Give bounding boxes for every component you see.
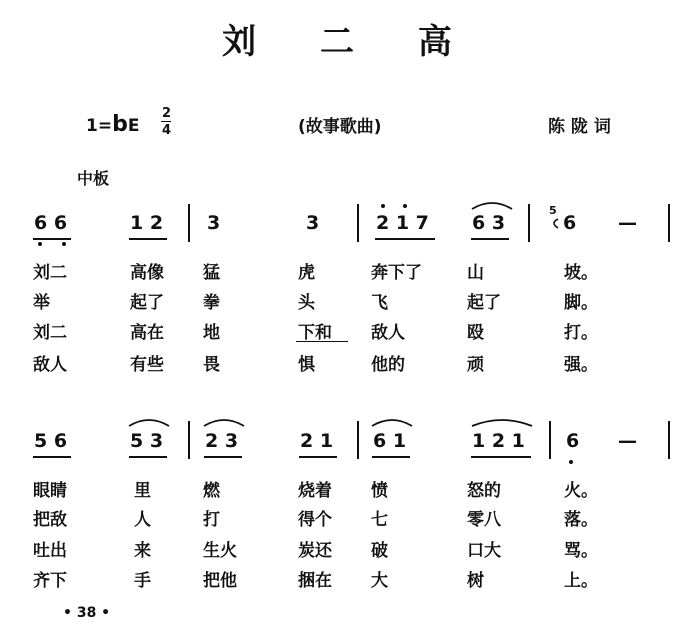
time-signature-line — [161, 121, 171, 122]
lyric-word: 人 — [134, 510, 151, 530]
note-group: 2 1 — [300, 430, 334, 452]
note-group: 6 1 — [373, 430, 407, 452]
note-group: 3 — [207, 212, 221, 234]
lyric-word: 有些 — [130, 355, 164, 375]
lyric-word: 畏 — [203, 355, 220, 375]
grace-note: 5 — [549, 204, 557, 217]
lyric-word: 里 — [134, 481, 151, 501]
lyric-word: 打。 — [564, 323, 598, 343]
lyric-word: 山 — [467, 263, 484, 283]
song-title: 刘 二 高 — [222, 22, 478, 62]
lyric-word: 燃 — [203, 481, 220, 501]
note-group: 1 2 1 — [472, 430, 525, 452]
beat-underline — [299, 456, 337, 458]
lyric-word: 骂。 — [564, 541, 598, 561]
lyric-word: 敌人 — [33, 355, 67, 375]
lyric-word: 把他 — [203, 571, 237, 591]
lyric-word: 地 — [203, 323, 220, 343]
note-group: 2 3 — [205, 430, 239, 452]
lyric-word: 打 — [203, 510, 220, 530]
low-octave-dot — [569, 460, 573, 464]
sustain-dash: — — [618, 212, 637, 234]
lyric-word: 手 — [134, 571, 151, 591]
beat-underline — [33, 456, 71, 458]
lyric-word: 齐下 — [33, 571, 67, 591]
bar-line — [668, 204, 670, 242]
lyric-word: 脚。 — [564, 293, 598, 313]
lyric-word: 树 — [467, 571, 484, 591]
page-number: • 38 • — [63, 605, 111, 621]
beat-underline — [471, 456, 531, 458]
lyric-word: 烧着 — [298, 481, 332, 501]
lyric-word: 刘二 — [33, 263, 67, 283]
lyric-word: 怒的 — [467, 481, 501, 501]
bar-line — [528, 204, 530, 242]
bar-line — [357, 204, 359, 242]
note-group: 2 1 7 — [376, 212, 429, 234]
key-signature — [86, 112, 139, 137]
tempo-marking: 中板 — [77, 169, 110, 188]
beat-underline — [129, 238, 167, 240]
slur-arc — [370, 416, 414, 428]
lyric-word: 敌人 — [371, 323, 405, 343]
note-group: 1 2 — [130, 212, 164, 234]
lyric-word: 下和 — [298, 323, 332, 343]
lyric-word: 顽 — [467, 355, 484, 375]
beat-underline — [372, 456, 410, 458]
beat-underline — [375, 238, 435, 240]
lyric-word: 奔下了 — [371, 263, 422, 283]
beat-underline — [204, 456, 242, 458]
lyric-word: 惧 — [298, 355, 315, 375]
lyric-word: 头 — [298, 293, 315, 313]
lyric-word: 七 — [371, 510, 388, 530]
lyric-word: 刘二 — [33, 323, 67, 343]
lyric-word: 起了 — [130, 293, 164, 313]
lyric-word: 生火 — [203, 541, 237, 561]
lyric-word: 破 — [371, 541, 388, 561]
lyric-word: 猛 — [203, 263, 220, 283]
slur-arc — [470, 416, 534, 428]
lyric-word: 来 — [134, 541, 151, 561]
beat-underline — [33, 238, 71, 240]
lyric-word: 把敌 — [33, 510, 67, 530]
note-group: 6 — [563, 212, 577, 234]
lyric-word: 吐出 — [33, 541, 67, 561]
lyricist-credit: 陈 陇 词 — [548, 117, 611, 137]
lyric-word: 眼睛 — [33, 481, 67, 501]
lyric-word: 口大 — [467, 541, 501, 561]
beat-underline — [471, 238, 509, 240]
note-group: 3 — [306, 212, 320, 234]
note-group: 5 3 — [130, 430, 164, 452]
slur-arc — [470, 199, 514, 211]
low-octave-dot — [62, 242, 66, 246]
high-octave-dot — [403, 204, 407, 208]
time-signature-top: 2 — [162, 106, 172, 121]
lyric-word: 炭还 — [298, 541, 332, 561]
note-group: 6 6 — [34, 212, 68, 234]
bar-line — [188, 204, 190, 242]
lyric-word: 火。 — [564, 481, 598, 501]
lyric-word: 愤 — [371, 481, 388, 501]
lyric-word: 得个 — [298, 510, 332, 530]
lyric-word: 举 — [33, 293, 50, 313]
note-group: 6 — [566, 430, 580, 452]
lyric-word: 高在 — [130, 323, 164, 343]
lyric-word: 飞 — [371, 293, 388, 313]
bar-line — [357, 421, 359, 459]
lyric-word: 殴 — [467, 323, 484, 343]
lyric-word: 坡。 — [564, 263, 598, 283]
bar-line — [668, 421, 670, 459]
lyric-word: 拳 — [203, 293, 220, 313]
bar-line — [188, 421, 190, 459]
bar-line — [549, 421, 551, 459]
low-octave-dot — [38, 242, 42, 246]
key-prefix: 1= — [86, 116, 113, 136]
note-group: 5 6 — [34, 430, 68, 452]
slur-arc — [202, 416, 246, 428]
high-octave-dot — [381, 204, 385, 208]
sustain-dash: — — [618, 430, 637, 452]
grace-slur — [549, 218, 561, 230]
lyric-word: 高像 — [130, 263, 164, 283]
genre-label: (故事歌曲) — [298, 117, 382, 137]
lyric-word: 起了 — [467, 293, 501, 313]
note-group: 6 3 — [472, 212, 506, 234]
slur-arc — [127, 416, 171, 428]
beat-underline — [129, 456, 167, 458]
flat-sign: b — [112, 112, 128, 137]
lyric-word: 大 — [371, 571, 388, 591]
lyric-word: 强。 — [564, 355, 598, 375]
lyric-word: 零八 — [467, 510, 501, 530]
key-note: E — [127, 116, 140, 136]
lyric-word: 虎 — [298, 263, 315, 283]
lyric-word: 上。 — [564, 571, 598, 591]
lyric-word: 落。 — [564, 510, 598, 530]
lyric-word: 捆在 — [298, 571, 332, 591]
lyric-word: 他的 — [371, 355, 405, 375]
time-signature-bottom: 4 — [162, 123, 172, 138]
